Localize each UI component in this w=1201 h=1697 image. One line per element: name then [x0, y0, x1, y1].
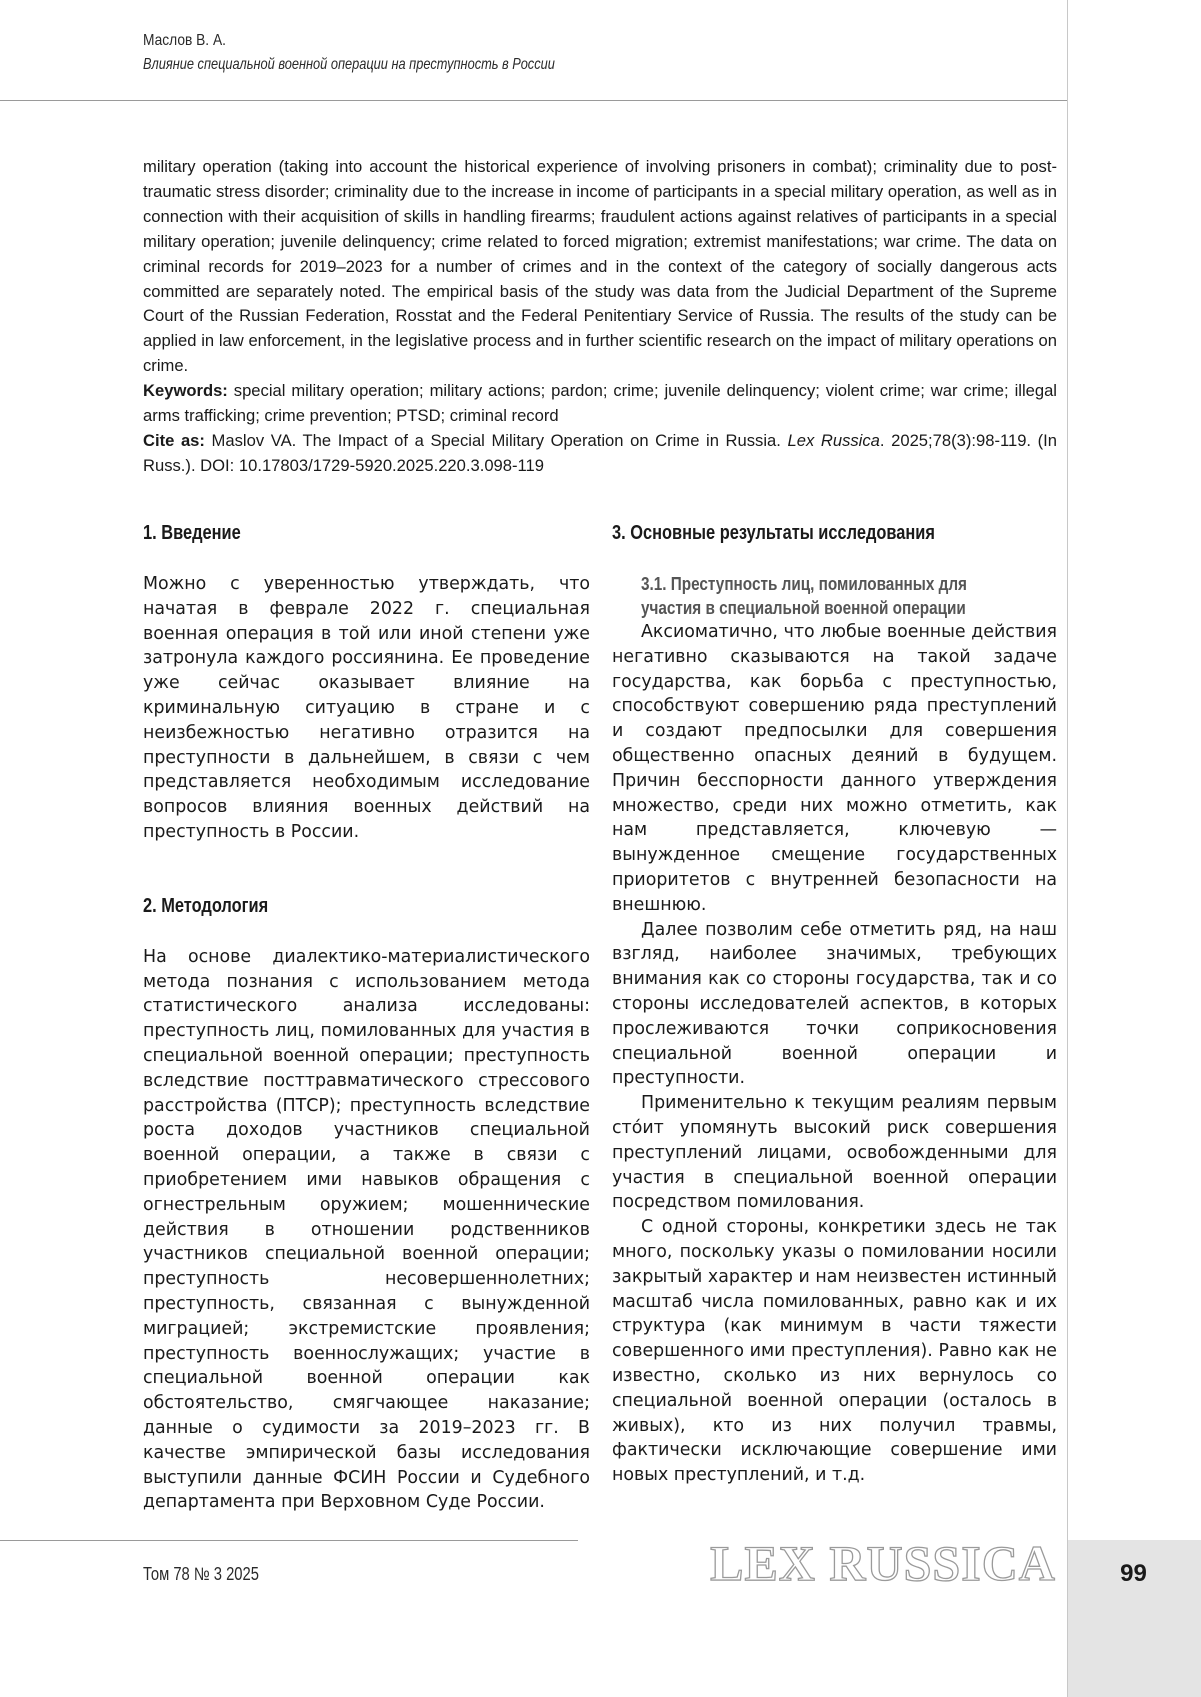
right-column [612, 522, 1057, 1488]
cite-label: Cite as: [143, 430, 205, 450]
section-heading-methodology: 2. Методология [143, 894, 269, 917]
section-heading-introduction: 1. Введение [143, 522, 241, 544]
results-paragraph-4: С одной стороны, конкретики здесь не так много, поскольку указы о помиловании носили закрытый характер и нам неизвестен истинный масштаб числа помилованных, равно как и их структура (как минимум в части тяжести совершенного ими преступления). Равно как не известно, сколько из них вернулось со специальной военной операции (осталось в живых), кто из них получил травмы, фактически исключающие совершение ими новых преступлений, и т.д. [612, 1217, 1057, 1486]
header-article-title: Влияние специальной военной операции на преступность в России [143, 56, 555, 73]
footer-divider [0, 1540, 578, 1541]
keywords-label: Keywords: [143, 381, 228, 401]
lex-russica-logo [710, 1530, 1056, 1600]
results-paragraph-2: Далее позволим себе отметить ряд, на наш взгляд, наиболее значимых, требующих внимания как со стороны государства, так и со стороны исследователей аспектов, в которых прослеживаются точки соприкосновения специальной военной операции и преступности. [612, 919, 1057, 1089]
cite-text: Maslov VA. The Impact of a Special Military Operation on Crime in Russia. [204, 430, 788, 450]
results-paragraph-1: Аксиоматично, что любые военные действия негативно сказываются на такой задаче государства, как борьба с преступностью, способствуют совершению ряда преступлений и создают предпосылки для совершения общественно опасных деяний в будущем. Причин бесспорности данного утверждения множество, среди них можно отметить, как нам представляется, ключевую — вынужденное смещение государственных приоритетов с внутренней безопасности на внешнюю. [612, 622, 1057, 915]
introduction-paragraph: Можно с уверенностью утверждать, что начатая в феврале 2022 г. специальная военная операция в той или иной степени уже затронула каждого россиянина. Ее проведение уже сейчас оказывает влияние на криминальную ситуацию в стране и с неизбежностью негативно отразится на преступности в дальнейшем, в связи с чем представляется необходимым исследование вопросов влияния военных действий на преступность в России. [143, 574, 590, 842]
abstract-text: military operation (taking into account the historical experience of involving prisoners in combat); criminality due to post-traumatic stress disorder; criminality due to the increase in income of participants in a special military operation, as well as in connection with their acquisition of skills in handling firearms; fraudulent actions against relatives of participants in a special military operation; juvenile delinquency; crime related to forced migration; extremist manifestations; war crime. The data on criminal records for 2019–2023 for a number of crimes and in the context of the category of socially dangerous acts committed are separately noted. The empirical basis of the study was data from the Judicial Department of the Supreme Court of the Russian Federation, Rosstat and the Federal Penitentiary Service of Russia. The results of the study can be applied in law enforcement, in the legislative process and in further scientific research on the impact of military operations on crime. [143, 157, 1057, 376]
keywords-line [143, 379, 1057, 429]
cite-rest: . 2025;78(3):98-119. (In Russ.). DOI: 10.17803/1729-5920.2025.220.3.098-119 [143, 430, 1058, 475]
left-column [143, 522, 590, 1515]
page-number: 99 [1120, 1560, 1147, 1587]
abstract-block [143, 155, 1057, 479]
subsection-heading: 3.1. Преступность лиц, помилованных для участия в специальной военной операции [641, 574, 967, 618]
keywords-text: special military operation; military actions; pardon; crime; juvenile delinquency; violent crime; war crime; illegal arms trafficking; crime prevention; PTSD; criminal record [143, 381, 1057, 426]
footer-volume: Том 78 № 3 2025 [143, 1564, 259, 1584]
section-heading-results: 3. Основные результаты исследования [612, 522, 935, 544]
cite-line [143, 429, 1057, 479]
logo-text: LEX RUSSICA [710, 1535, 1056, 1591]
results-paragraph-3: Применительно к текущим реалиям первым сто́ит упомянуть высокий риск совершения преступлений лицами, освобожденными для участия в специальной военной операции посредством помилования. [612, 1093, 1057, 1213]
running-header [143, 32, 1043, 74]
right-margin-panel [1067, 0, 1200, 1540]
methodology-paragraph: На основе диалектико-материалистического метода познания с использованием метода статистического анализа исследованы: преступность лиц, помилованных для участия в специальной военной операции; преступность вследствие посттравматического стрессового расстройства (ПТСР); преступность вследствие роста доходов участников специальной военной операции, а также в связи с приобретением ими навыков обращения с огнестрельным оружием; мошеннические действия в отношении родственников участников специальной военной операции; преступность несовершеннолетних; преступность, связанная с вынужденной миграцией; экстремистские проявления; преступность военнослужащих; участие в специальной военной операции как обстоятельство, смягчающее наказание; данные о судимости за 2019–2023 гг. В качестве эмпирической базы исследования выступили данные ФСИН России и Судебного департамента при Верховном Суде России. [143, 946, 590, 1513]
cite-journal: Lex Russica [787, 430, 880, 450]
header-divider [0, 100, 1067, 101]
header-author: Маслов В. А. [143, 32, 226, 49]
